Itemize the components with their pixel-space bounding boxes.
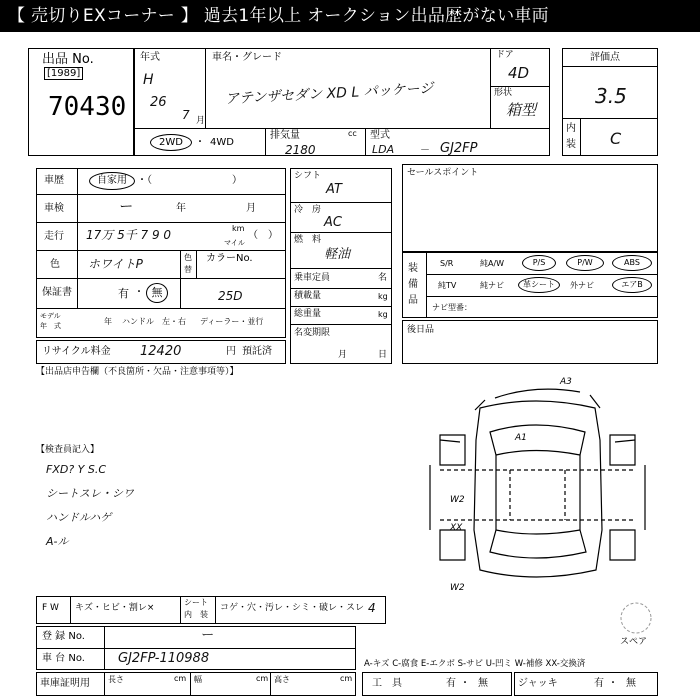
mark-a3: A3 — [560, 377, 572, 387]
tools-dot: ・ — [460, 678, 470, 689]
inspector-line-4: A-ル — [46, 535, 69, 548]
drive-4wd: 4WD — [210, 137, 234, 148]
load-label: 積載量 — [294, 291, 322, 301]
dealer-type: ディーラー・並行 — [200, 317, 264, 326]
warranty-yes: 有 — [118, 287, 129, 300]
history-rest: ・（ ） — [137, 175, 242, 186]
chassis-label: 車 台 No. — [42, 653, 85, 664]
recycle-unit: 円 — [226, 346, 236, 357]
fuel-label: 燃 料 — [294, 235, 322, 245]
registration-label: 登 録 No. — [42, 631, 85, 642]
model-year-label-2: 年 式 — [40, 322, 61, 330]
equip-sr: S/R — [440, 259, 454, 268]
equip-tv: 純TV — [438, 281, 457, 290]
model-prefix: LDA — [372, 143, 395, 156]
inspection-label: 車検 — [44, 203, 64, 214]
jack-label: ジャッキ — [518, 678, 558, 689]
cert-height-unit: cm — [340, 674, 353, 683]
equipment-label-1: 装 — [408, 263, 418, 274]
fuel-value: 軽油 — [324, 247, 351, 262]
recycle-note: 預託済 — [242, 346, 272, 357]
inspector-label: 【検査員記入】 — [36, 445, 100, 455]
change-date-month: 月 — [338, 350, 348, 360]
equip-navi: 純ナビ — [480, 281, 504, 290]
equip-abs: ABS — [612, 255, 652, 271]
drive-2wd: 2WD — [150, 134, 192, 151]
cert-width: 幅 — [194, 675, 202, 684]
auction-banner: 【 売切りEXコーナー 】 過去1年以上 オークション出品歴がない車両 — [0, 0, 700, 32]
capacity-label: 乗車定員 — [294, 273, 331, 283]
mileage-paren: （ ） — [248, 230, 278, 241]
shift-label: シフト — [294, 171, 322, 181]
equip-pw: P/W — [566, 255, 604, 271]
damage-legend: キズ・ヒビ・割レ× — [75, 603, 155, 613]
warranty-no: 無 — [146, 283, 168, 303]
color-value: ホワイトP — [88, 257, 143, 271]
inspection-month-unit: 月 — [246, 203, 256, 214]
shape-label: 形状 — [494, 88, 513, 98]
mark-w2-b: W2 — [450, 583, 465, 593]
color-label: 色 — [50, 259, 60, 270]
mileage-value: 17万 5千 7 9 0 — [86, 228, 172, 242]
history-own: 自家用 — [89, 172, 135, 190]
displacement-unit: cc — [348, 129, 357, 138]
mileage-label: 走行 — [44, 231, 64, 242]
load-unit: kg — [378, 292, 388, 301]
model-year-unit: 年 — [104, 317, 112, 326]
displacement-value: 2180 — [285, 143, 316, 157]
lot-number: 70430 — [48, 92, 127, 122]
name-label: 車名・グレード — [212, 52, 282, 63]
color-no-label: カラーNo. — [206, 253, 253, 264]
cert-width-unit: cm — [256, 674, 269, 683]
shape-value: 箱型 — [506, 101, 537, 119]
after-items-label: 後日品 — [407, 325, 435, 335]
score-value: 3.5 — [595, 84, 627, 108]
year-month: 7 — [182, 108, 190, 122]
door-value: 4D — [508, 64, 530, 82]
condition-handwriting: 4 — [368, 601, 376, 615]
inspection-value: ー — [118, 199, 132, 215]
inspector-line-1: FXD? Y S.C — [46, 463, 107, 476]
seat-label-1: シート — [184, 598, 208, 607]
interior-label-1: 内 — [566, 123, 576, 134]
mark-w2-a: W2 — [450, 495, 465, 505]
equip-ps: P/S — [522, 255, 556, 271]
name-value: アテンザセダン XD L パッケージ — [224, 80, 434, 108]
warranty-label: 保証書 — [42, 287, 72, 298]
jack-no: 無 — [626, 678, 636, 689]
year-value: 26 — [150, 95, 167, 110]
jack-dot: ・ — [608, 678, 618, 689]
damage-code-legend: A-キズ C-腐食 E-エクボ S-サビ U-凹ミ W-補修 XX-交換済 — [364, 659, 586, 669]
tools-no: 無 — [478, 678, 488, 689]
spare-tire-icon — [618, 600, 654, 636]
drive-sep: ・ — [195, 137, 205, 148]
inspector-line-3: ハンドルハゲ — [46, 511, 112, 524]
chassis-value: GJ2FP-110988 — [118, 651, 210, 666]
repaint-label-2: 替 — [184, 265, 192, 274]
capacity-unit: 名 — [378, 273, 388, 283]
mark-a1: A1 — [515, 433, 527, 443]
lot-year-code-value: 1989 — [50, 68, 77, 79]
cert-length: 長さ — [108, 675, 124, 684]
month-unit: 月 — [196, 116, 206, 126]
model-value: GJ2FP — [440, 141, 478, 156]
inspection-year-unit: 年 — [176, 203, 186, 214]
model-dash: － — [420, 145, 430, 156]
equipment-label-3: 品 — [408, 295, 418, 306]
year-label: 年式 — [140, 52, 160, 63]
mileage-unit-km: km — [232, 224, 245, 233]
cert-length-unit: cm — [174, 674, 187, 683]
history-label: 車歴 — [44, 175, 64, 186]
equip-aw: 純A/W — [480, 259, 505, 268]
seller-notes-label: 【出品店申告欄（不良箇所・欠品・注意事項等）】 — [36, 367, 239, 377]
jack-yes: 有 — [594, 678, 604, 689]
after-items-box — [402, 320, 658, 364]
equip-ext-navi: 外ナビ — [570, 281, 594, 290]
gross-label: 総重量 — [294, 309, 322, 319]
warranty-dot: ・ — [134, 287, 144, 298]
aircon-value: AC — [324, 215, 342, 230]
year-era: H — [143, 72, 154, 88]
fw-label: F W — [42, 603, 59, 613]
lot-label: 出品 No. — [42, 52, 94, 67]
gross-unit: kg — [378, 310, 388, 319]
stain-legend: コゲ・穴・汚レ・シミ・破レ・スレ — [220, 603, 365, 613]
repaint-label-1: 色 — [184, 253, 192, 262]
tools-label: 工 具 — [372, 678, 402, 689]
car-damage-diagram — [410, 370, 660, 600]
inspector-line-2: シートスレ・シワ — [46, 487, 134, 500]
displacement-label: 排気量 — [270, 130, 300, 141]
model-label: 型式 — [370, 130, 390, 141]
registration-value: ー — [200, 628, 214, 643]
mark-xx: XX — [450, 523, 463, 533]
equip-leather: 革シート — [518, 277, 560, 293]
score-label: 評価点 — [590, 52, 620, 63]
recycle-label: リサイクル料金 — [42, 346, 111, 357]
spare-label: スペア — [620, 637, 648, 647]
model-year-label-1: モデル — [40, 312, 61, 320]
handle-side: ハンドル 左・右 — [122, 317, 186, 326]
interior-label-2: 装 — [566, 139, 576, 150]
mileage-unit-mile: マイル — [224, 239, 245, 247]
aircon-label: 冷 房 — [294, 205, 322, 215]
shift-value: AT — [326, 182, 342, 197]
recycle-value: 12420 — [140, 344, 182, 359]
seat-label-2: 内 装 — [184, 610, 208, 619]
cert-height: 高さ — [274, 675, 290, 684]
equipment-label-2: 備 — [408, 279, 418, 290]
door-label: ドア — [496, 50, 514, 60]
sales-point-label: セールスポイント — [407, 168, 479, 178]
cert-label: 車庫証明用 — [40, 678, 90, 689]
tools-yes: 有 — [446, 678, 456, 689]
color-no-value: 25D — [218, 289, 243, 303]
change-date-day: 日 — [378, 350, 388, 360]
interior-value: C — [610, 129, 622, 148]
lot-year-code: [1989] — [44, 67, 83, 80]
change-date-label: 名変期限 — [294, 328, 331, 338]
navi-model-label: ナビ型番： — [432, 303, 472, 312]
equip-airbag: エアB — [612, 277, 652, 293]
